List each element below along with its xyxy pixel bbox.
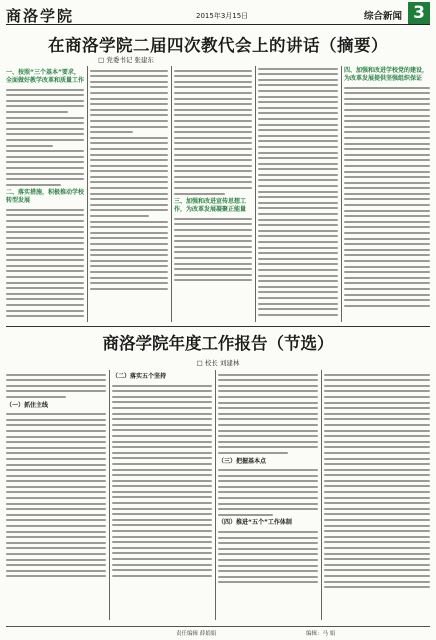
- article1-subhead-1: 一、按照“三个基本”要求，全面做好教学改革和质量工作: [6, 69, 84, 84]
- column-divider: [321, 370, 322, 620]
- article1-column-4: [258, 40, 338, 324]
- page-number: 3: [408, 2, 430, 24]
- article2-column-2: [112, 370, 212, 622]
- masthead: [6, 4, 430, 25]
- issue-date: 2015年3月15日: [196, 12, 249, 20]
- article2-column-1: [6, 370, 106, 622]
- article1-column-2: [90, 66, 168, 324]
- article2-column-3: [218, 370, 318, 622]
- article2-column-4: [324, 370, 430, 622]
- footer-editor-right: 编辑：马 娟: [306, 631, 336, 637]
- column-divider: [87, 66, 88, 322]
- article2-subhead-4: （四）推进“五个”工作体制: [218, 519, 292, 527]
- article2-headline: 商洛学院年度工作报告（节选）: [102, 334, 334, 353]
- page-footer: [6, 626, 430, 637]
- article1-subhead-4: 四、加强和改进学校党的建设，为改革发展提供坚强组织保证: [344, 67, 429, 82]
- section-name: 综合新闻: [363, 11, 402, 22]
- article2-subhead-2: （二）落实五个坚持: [112, 373, 167, 380]
- column-divider: [171, 66, 172, 322]
- section-divider: [6, 326, 430, 327]
- article1-column-5: [344, 40, 430, 324]
- footer-editor: 责任编辑 薛娟娟: [176, 631, 217, 637]
- article1-headline: 在商洛学院二届四次教代会上的讲话（摘要）: [48, 36, 388, 55]
- article2-subhead-1: （一）抓住主线: [6, 401, 49, 409]
- article2-byline: □ 校长 刘建林: [196, 359, 240, 367]
- paper-name: 商洛学院: [6, 7, 75, 25]
- article2-subhead-3: （三）把握基本点: [218, 457, 267, 465]
- column-divider: [255, 66, 256, 322]
- column-divider: [109, 370, 110, 620]
- article1-subhead-3: 三、加强和改进宣传思想工作，为改革发展凝聚正能量: [174, 198, 247, 214]
- article1-column-3: [174, 66, 252, 324]
- article1-column-1: [6, 66, 84, 324]
- column-divider: [341, 66, 342, 322]
- article1-subhead-2: 二、落实措施，积极推动学校转型发展: [6, 189, 84, 205]
- article1-byline: □ 党委书记 张建东: [98, 56, 154, 64]
- column-divider: [215, 370, 216, 620]
